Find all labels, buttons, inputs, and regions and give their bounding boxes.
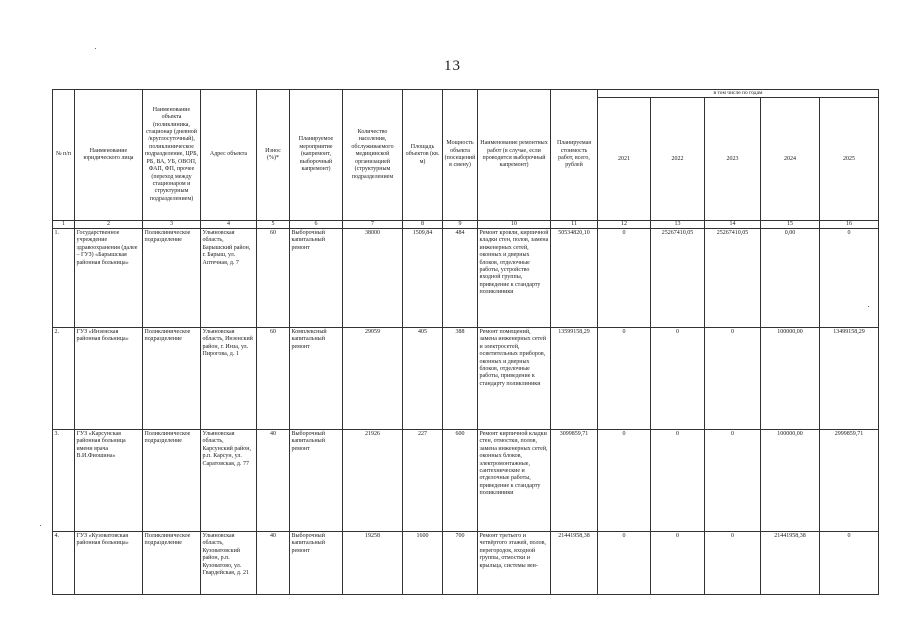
works-cell: Ремонт кирпичной кладки стен, отмостки, полов, замена инженерных сетей, оконных блоков, электромонтажные, сантехнические и отделочные работы, приведение к стандарту поликлиники xyxy=(478,430,551,532)
header-event: Планируемое мероприятие (капремонт, выборочный капремонт) xyxy=(290,90,343,221)
population-cell: 21926 xyxy=(343,430,403,532)
year-2025-cell: 0 xyxy=(820,532,879,595)
object-cell: Поликлиническое подразделение xyxy=(143,229,201,328)
address-cell: Ульяновская область, Инзенский район, г. Инза, ул. Пирогова, д. 1 xyxy=(201,328,257,430)
scan-speck xyxy=(40,525,41,526)
total-cost-cell: 13599158,29 xyxy=(551,328,598,430)
object-cell: Поликлиническое подразделение xyxy=(143,328,201,430)
year-2021-cell: 0 xyxy=(598,532,651,595)
header-num: № п/п xyxy=(53,90,75,221)
col-number: 2 xyxy=(75,221,143,229)
population-cell: 19258 xyxy=(343,532,403,595)
header-object: Наименование объекта (поликлиника, стационар (дневной /круглосуточный), поликлиническое подразделение, ЦРБ, РБ, ВА, УБ, ОВОП, ФАП, ФП, прочее (переход между стационаром и структурным подразделением) xyxy=(143,90,201,221)
capacity-cell: 700 xyxy=(443,532,478,595)
year-2024-cell: 100000,00 xyxy=(761,430,820,532)
total-cost-cell: 3099859,71 xyxy=(551,430,598,532)
col-number: 11 xyxy=(551,221,598,229)
scan-speck xyxy=(868,306,869,307)
year-2022-cell: 25267410,05 xyxy=(651,229,705,328)
page-number: 13 xyxy=(444,58,461,74)
table-row xyxy=(53,430,879,532)
year-2025-cell: 2999859,71 xyxy=(820,430,879,532)
total-cost-cell: 21441958,38 xyxy=(551,532,598,595)
col-number: 12 xyxy=(598,221,651,229)
year-2024-cell: 0,00 xyxy=(761,229,820,328)
capacity-cell: 484 xyxy=(443,229,478,328)
row-number: 3. xyxy=(53,430,75,532)
row-number: 1. xyxy=(53,229,75,328)
col-number: 8 xyxy=(403,221,443,229)
total-cost-cell: 50534820,10 xyxy=(551,229,598,328)
area-cell: 405 xyxy=(403,328,443,430)
table-row xyxy=(53,532,879,595)
year-2021-cell: 0 xyxy=(598,328,651,430)
wear-cell: 60 xyxy=(257,328,290,430)
table-row xyxy=(53,229,879,328)
address-cell: Ульяновская область, Кузоватовский район, р.п. Кузоватово, ул. Гвардейская, д. 21 xyxy=(201,532,257,595)
event-cell: Комплексный капитальный ремонт xyxy=(290,328,343,430)
event-cell: Выборочный капитальный ремонт xyxy=(290,229,343,328)
wear-cell: 40 xyxy=(257,532,290,595)
header-works: Наименование ремонтных работ (в случае, если проводится выборочный капремонт) xyxy=(478,90,551,221)
event-cell: Выборочный капитальный ремонт xyxy=(290,532,343,595)
event-cell: Выборочный капитальный ремонт xyxy=(290,430,343,532)
header-year-2023: 2023 xyxy=(705,98,761,221)
header-years-group: в том числе по годам xyxy=(598,90,879,98)
col-number: 4 xyxy=(201,221,257,229)
header-area: Площадь объектов (кв. м) xyxy=(403,90,443,221)
col-number: 14 xyxy=(705,221,761,229)
col-number: 10 xyxy=(478,221,551,229)
row-number: 4. xyxy=(53,532,75,595)
year-2023-cell: 0 xyxy=(705,328,761,430)
header-wear: Износ (%)* xyxy=(257,90,290,221)
header-year-2024: 2024 xyxy=(761,98,820,221)
year-2022-cell: 0 xyxy=(651,532,705,595)
year-2024-cell: 100000,00 xyxy=(761,328,820,430)
object-cell: Поликлиническое подразделение xyxy=(143,430,201,532)
year-2022-cell: 0 xyxy=(651,430,705,532)
wear-cell: 40 xyxy=(257,430,290,532)
col-number: 15 xyxy=(761,221,820,229)
year-2021-cell: 0 xyxy=(598,430,651,532)
legal-name-cell: ГУЗ «Инзенская районная больница» xyxy=(75,328,143,430)
population-cell: 38000 xyxy=(343,229,403,328)
scan-speck xyxy=(95,48,96,49)
col-number: 9 xyxy=(443,221,478,229)
header-legal-name: Наименование юридического лица xyxy=(75,90,143,221)
col-number: 6 xyxy=(290,221,343,229)
area-cell: 227 xyxy=(403,430,443,532)
area-cell: 1509,84 xyxy=(403,229,443,328)
capacity-cell: 388 xyxy=(443,328,478,430)
col-number: 3 xyxy=(143,221,201,229)
header-capacity: Мощность объекта (посещений в смену) xyxy=(443,90,478,221)
wear-cell: 60 xyxy=(257,229,290,328)
col-number: 7 xyxy=(343,221,403,229)
year-2025-cell: 13499158,29 xyxy=(820,328,879,430)
year-2025-cell: 0 xyxy=(820,229,879,328)
capacity-cell: 600 xyxy=(443,430,478,532)
row-number: 2. xyxy=(53,328,75,430)
address-cell: Ульяновская область, Карсунский район, р.п. Карсун, ул. Саратовская, д. 77 xyxy=(201,430,257,532)
col-number: 1 xyxy=(53,221,75,229)
area-cell: 1600 xyxy=(403,532,443,595)
year-2023-cell: 0 xyxy=(705,430,761,532)
col-number: 5 xyxy=(257,221,290,229)
header-population: Количество населения, обслуживаемого медицинской организацией (структурным подразделением xyxy=(343,90,403,221)
header-address: Адрес объекта xyxy=(201,90,257,221)
works-cell: Ремонт третьего и четвёртого этажей, полов, перегородок, входной группы, отмостки и крыльца, системы вен- xyxy=(478,532,551,595)
repair-plan-table xyxy=(52,89,879,595)
year-2023-cell: 25267410,05 xyxy=(705,229,761,328)
header-year-2022: 2022 xyxy=(651,98,705,221)
column-numbers-row xyxy=(53,221,879,229)
year-2021-cell: 0 xyxy=(598,229,651,328)
col-number: 13 xyxy=(651,221,705,229)
header-row xyxy=(53,90,879,98)
works-cell: Ремонт помещений, замена инженерных сетей и электросетей, осветительных приборов, оконных и дверных блоков, отделочные работы, приведение к стандарту поликлиники xyxy=(478,328,551,430)
header-year-2021: 2021 xyxy=(598,98,651,221)
object-cell: Поликлиническое подразделение xyxy=(143,532,201,595)
legal-name-cell: ГУЗ «Карсунская районная больница имени врача В.И.Фиошина» xyxy=(75,430,143,532)
table-row xyxy=(53,328,879,430)
year-2024-cell: 21441958,38 xyxy=(761,532,820,595)
year-2023-cell: 0 xyxy=(705,532,761,595)
year-2022-cell: 0 xyxy=(651,328,705,430)
header-total-cost: Планируемая стоимость работ, всего, рублей xyxy=(551,90,598,221)
legal-name-cell: ГУЗ «Кузоватовская районная больница» xyxy=(75,532,143,595)
header-year-2025: 2025 xyxy=(820,98,879,221)
legal-name-cell: Государственное учреждение здравоохранения (далее – ГУЗ) «Барышская районная больница» xyxy=(75,229,143,328)
population-cell: 29059 xyxy=(343,328,403,430)
address-cell: Ульяновская область, Барышский район, г. Барыш, ул. Аптечная, д. 7 xyxy=(201,229,257,328)
works-cell: Ремонт кровли, кирпичной кладки стен, полов, замена инженерных сетей, оконных и дверных блоков, отделочные работы, устройство входной группы, приведение к стандарту поликлиники xyxy=(478,229,551,328)
col-number: 16 xyxy=(820,221,879,229)
